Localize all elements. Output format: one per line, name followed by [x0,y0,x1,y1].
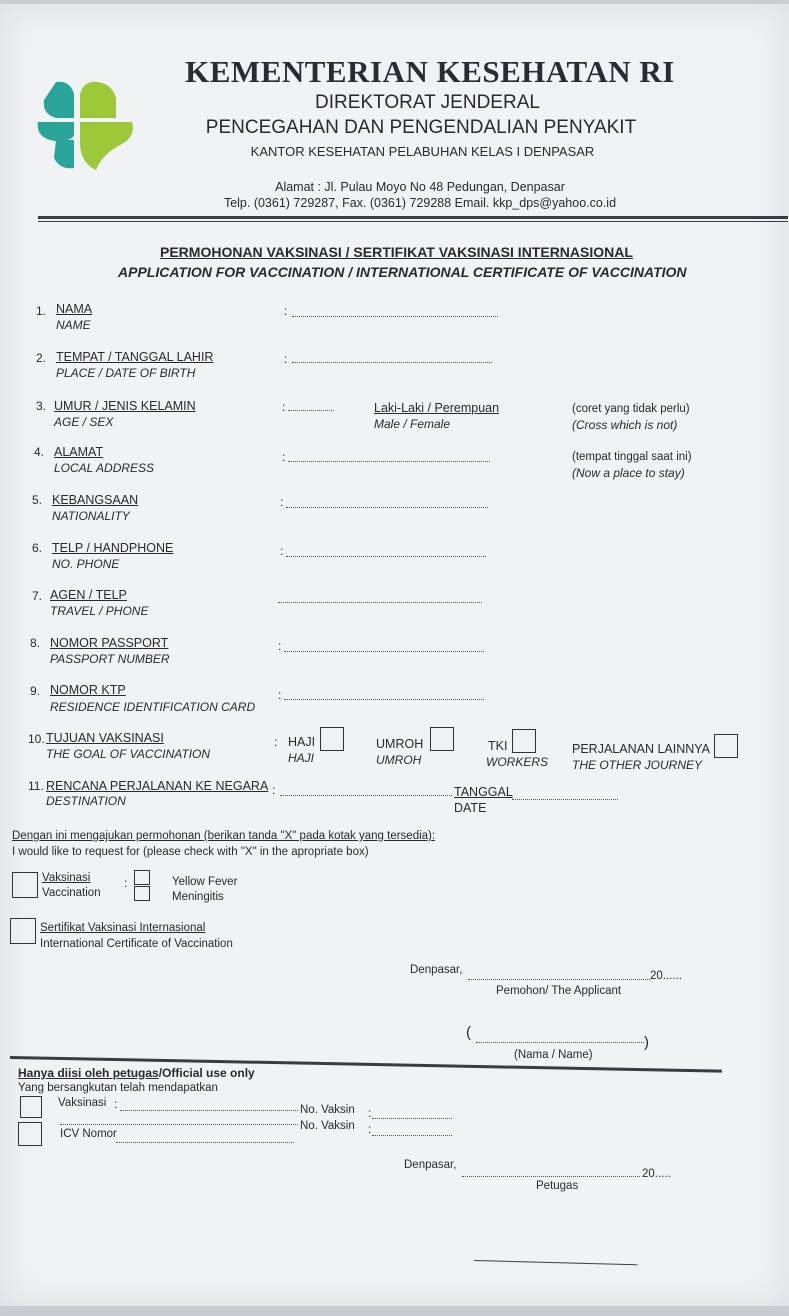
sex-options[interactable]: Laki-Laki / Perempuan [374,401,500,415]
office-address: Alamat : Jl. Pulau Moyo No 48 Pedungan, Denpasar [275,180,565,194]
field-label-agent: AGEN / TELP [50,588,127,602]
applicant-place: Denpasar, [410,964,463,976]
meningitis-label: Meningitis [172,891,224,903]
field-number: 5. [32,493,43,507]
official-vaccination-input[interactable] [120,1110,298,1111]
icv-number-label: ICV Nomor [60,1128,117,1140]
field-number: 6. [32,541,43,555]
certificate-checkbox[interactable] [10,918,36,944]
birth-input[interactable] [292,362,492,363]
address-input[interactable] [288,461,490,462]
official-role: Petugas [536,1180,579,1192]
yellow-fever-label: Yellow Fever [172,876,238,888]
official-intro: Yang bersangkutan telah mendapatkan [18,1082,218,1094]
field-number: 3. [36,399,47,413]
phone-input[interactable] [286,556,486,557]
date-label-english: DATE [454,801,487,815]
official-icv-checkbox[interactable] [18,1122,42,1146]
office-name: KANTOR KESEHATAN PELABUHAN KELAS I DENPASAR [250,144,595,159]
field-number: 9. [30,684,41,698]
directorate-name: DIREKTORAT JENDERAL [315,92,540,113]
field-number: 11. [28,779,44,793]
office-contact: Telp. (0361) 729287, Fax. (0361) 729288 Email. kkp_dps@yahoo.co.id [223,196,617,210]
field-label-passport: NOMOR PASSPORT [50,636,169,650]
field-sub-nationality: NATIONALITY [52,509,130,523]
applicant-close-paren: ) [644,1034,649,1051]
header-rule [38,216,788,219]
form-title: PERMOHONAN VAKSINASI / SERTIFIKAT VAKSINASI INTERNASIONAL [160,244,633,260]
field-number: 10. [28,732,45,746]
age-input[interactable] [288,410,334,411]
field-sub-birth: PLACE / DATE OF BIRTH [56,366,196,380]
field-label-address: ALAMAT [54,445,104,459]
ministry-logo [36,74,136,174]
official-signature-line[interactable] [474,1260,638,1265]
official-vaccination-label: Vaksinasi [58,1097,107,1109]
address-note: (tempat tinggal saat ini) [572,451,692,463]
goal-tki-label: TKI [488,739,508,753]
date-label: TANGGAL [454,785,513,799]
vaccination-label: Vaksinasi [42,872,91,884]
field-number: 4. [34,445,45,459]
agent-input[interactable] [278,602,482,603]
meningitis-checkbox[interactable] [134,886,150,901]
field-number: 7. [32,589,43,603]
field-label-phone: TELP / HANDPHONE [52,541,174,555]
request-instruction: Dengan ini mengajukan permohonan (berikan tanda "X" pada kotak yang tersedia): [12,830,436,842]
form-title-english: APPLICATION FOR VACCINATION / INTERNATIONAL CERTIFICATE OF VACCINATION [118,264,687,280]
field-label-name: NAMA [56,302,93,316]
official-place: Denpasar, [404,1159,457,1171]
field-sub-destination: DESTINATION [46,794,126,808]
sex-note: (coret yang tidak perlu) [572,403,690,415]
applicant-date-input[interactable] [468,979,650,980]
goal-tki-sub: WORKERS [486,755,549,769]
goal-umroh-checkbox[interactable] [430,727,454,751]
field-sub-age: AGE / SEX [54,415,114,429]
goal-haji-sub: HAJI [288,751,315,765]
icv-number-input[interactable] [116,1142,294,1143]
ktp-input[interactable] [284,699,484,700]
name-input[interactable] [292,316,498,317]
goal-other-label: PERJALANAN LAINNYA [572,742,711,756]
field-label-ktp: NOMOR KTP [50,683,126,697]
vaccine-number-input-2[interactable] [372,1135,452,1136]
official-title: Hanya diisi oleh petugas/Official use only [18,1066,255,1080]
applicant-year: 20...... [650,970,682,982]
date-input[interactable] [512,799,618,800]
applicant-name-caption: (Nama / Name) [514,1049,593,1061]
official-vaccination-checkbox[interactable] [20,1096,42,1118]
official-vaccination-input-2[interactable] [60,1124,298,1125]
division-name: PENCEGAHAN DAN PENGENDALIAN PENYAKIT [205,117,637,138]
field-sub-goal: THE GOAL OF VACCINATION [46,747,211,761]
applicant-role: Pemohon/ The Applicant [496,985,622,997]
field-sub-ktp: RESIDENCE IDENTIFICATION CARD [50,700,256,714]
field-sub-phone: NO. PHONE [52,557,120,571]
sex-options-english: Male / Female [374,417,451,431]
official-year: 20..... [642,1168,671,1180]
goal-haji-label: HAJI [288,735,316,749]
header-rule-thin [38,221,788,222]
field-label-destination: RENCANA PERJALANAN KE NEGARA [46,779,269,793]
vaccine-number-input[interactable] [372,1118,452,1119]
ministry-name: KEMENTERIAN KESEHATAN RI [185,54,675,89]
goal-umroh-label: UMROH [376,737,424,751]
vaccine-number-label-2: No. Vaksin [300,1120,355,1132]
vaccine-number-label: No. Vaksin [300,1104,355,1116]
field-number: 2. [36,351,47,365]
goal-haji-checkbox[interactable] [320,727,344,751]
request-instruction-english: I would like to request for (please check with "X" in the apropriate box) [12,846,369,858]
field-sub-name: NAME [56,318,91,332]
destination-input[interactable] [280,795,452,796]
field-sub-address: LOCAL ADDRESS [54,461,155,475]
field-number: 1. [36,304,47,318]
field-sub-agent: TRAVEL / PHONE [50,604,149,618]
field-label-nationality: KEBANGSAAN [52,493,139,507]
certificate-label-english: International Certificate of Vaccination [40,938,233,950]
sex-note-english: (Cross which is not) [572,418,678,432]
nationality-input[interactable] [286,507,488,508]
applicant-open-paren: ( [466,1024,471,1041]
field-number: 8. [30,636,41,650]
certificate-label: Sertifikat Vaksinasi Internasional [40,922,206,934]
field-label-age: UMUR / JENIS KELAMIN [54,399,196,413]
goal-other-sub: THE OTHER JOURNEY [572,758,703,772]
field-label-birth: TEMPAT / TANGGAL LAHIR [56,350,214,364]
vaccination-checkbox[interactable] [12,872,38,898]
field-sub-passport: PASSPORT NUMBER [50,652,170,666]
form-paper: KEMENTERIAN KESEHATAN RI DIREKTORAT JENDERAL PENCEGAHAN DAN PENGENDALIAN PENYAKIT KANTOR KESEHATAN PELABUHAN KELAS I DENPASAR Alamat : Jl. Pulau Moyo No 48 Pedungan, Denpasar Telp. (0361) 729287, Fax. (0361) 729288 Email. kkp_dps@yahoo.co.id PERMOHONAN VAKSINASI / SERTIFIKAT VAKSINASI INTERNASIONAL APPLICATION FOR VACCINATION / INTERNATIONAL CERTIFICATE OF VACCINATION 1. NAMA NAME : 2. TEMPAT / TANGGAL LAHIR PLACE / DATE OF BIRTH : 3. UMUR / JENIS KELAMIN AGE / SEX : Laki-Laki / Perempuan Male / Female (coret yang tidak perlu) (Cross which is not) 4. ALAMAT LOCAL ADDRESS : (tempat tinggal saat ini) (Now a place to stay) 5. KEBANGSAAN NATIONALITY : 6. TELP / HANDPHONE NO. PHONE : 7. AGEN / TELP TRAVEL / PHONE 8. NOMOR PASSPORT PASSPORT NUMBER : 9. NOMOR KTP RESIDENCE IDENTIFICATION CARD : 10. TUJUAN VAKSINASI THE GOAL OF VACCINATION : HAJI HAJI UMROH UMROH TKI WORKERS PERJALANAN LAINNYA THE OTHER JOURNEY 11. RENCANA PERJALANAN KE NEGARA DESTINATION : TANGGAL DATE Dengan ini mengajukan permohonan (berikan tanda "X" pada kotak yang tersedia): I would like to request for (please check with "X" in the apropriate box) Vaksinasi Vaccination : Yellow Fever Meningitis Sertifikat Vaksinasi Internasional International Certificate of Vaccination Denpasar, 20...... Pemohon/ The Applicant ( ) (Nama / Name) Hanya diisi oleh petugas/Official use only Yang bersangkutan telah mendapatkan Vaksinasi : No. Vaksin : ICV Nomor No. Vaksin : Denpasar, 20..... Petugas [0,4,789,1306]
yellow-fever-checkbox[interactable] [134,870,150,885]
passport-input[interactable] [284,651,484,652]
applicant-name-input[interactable] [476,1042,644,1043]
address-note-english: (Now a place to stay) [572,466,685,480]
goal-other-checkbox[interactable] [714,734,738,758]
vaccination-label-english: Vaccination [42,887,101,899]
field-label-goal: TUJUAN VAKSINASI [46,731,164,745]
goal-tki-checkbox[interactable] [512,729,536,753]
goal-umroh-sub: UMROH [376,753,422,767]
official-date-input[interactable] [462,1176,640,1177]
